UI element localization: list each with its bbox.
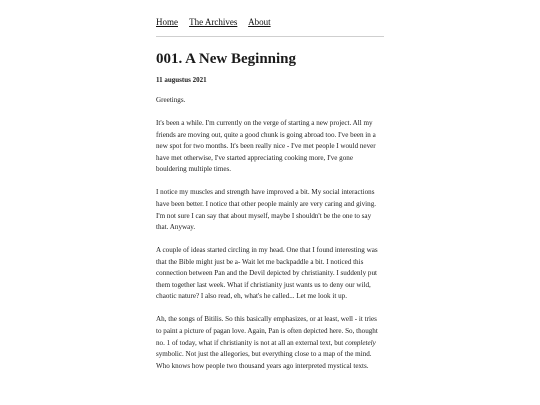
- nav-link-home[interactable]: Home: [156, 17, 178, 27]
- post-body: [156, 95, 384, 384]
- paragraph-4: A couple of ideas started circling in my head. One that I found interesting was that the Bible might just be a- Wait let me backpaddle a bit. I noticed this connection between Pan and the Devil depicted by christianity. I suddenly put them together last week. What if christianity just wants us to deny our wild, chaotic nature? I also read, eh, what's he called... Let me look it up.: [156, 246, 378, 301]
- paragraph-5-text-after: symbolic. Not just the allegories, but everything close to a map of the mind. Who knows how people two thousand years ago interpreted mystical texts.: [156, 350, 372, 370]
- nav-link-archives[interactable]: The Archives: [189, 17, 238, 27]
- paragraph-3: I notice my muscles and strength have improved a bit. My social interactions have been better. I notice that other people mainly are very caring and giving. I'm not sure I can say that about myself, maybe I shouldn't be the one to say that. Anyway.: [156, 188, 377, 232]
- paragraph-5-emphasis: completely: [345, 338, 376, 347]
- paragraph-2: It's been a while. I'm currently on the verge of starting a new project. All my friends are moving out, quite a good chunk is going abroad too. I've been in a new spot for two months. It's been really nice - I've met people I would never have met otherwise, I've started appreciating cooking more, I've gone bouldering multiple times.: [156, 118, 376, 174]
- main-nav: [156, 17, 280, 27]
- post-date: 11 augustus 2021: [156, 76, 207, 84]
- header-divider: [156, 36, 384, 37]
- paragraph-5: [156, 314, 384, 372]
- post-title: 001. A New Beginning: [156, 51, 297, 67]
- nav-link-about[interactable]: About: [248, 17, 271, 27]
- paragraph-5-text-before: Ah, the songs of Bitilis. So this basically emphasizes, or at least, well - it tries to paint a picture of pagan love. Again, Pan is often depicted here. So, thought no. 1 of today, what if christianity is not at all an external text, but: [156, 315, 378, 347]
- paragraph-1: Greetings.: [156, 96, 186, 104]
